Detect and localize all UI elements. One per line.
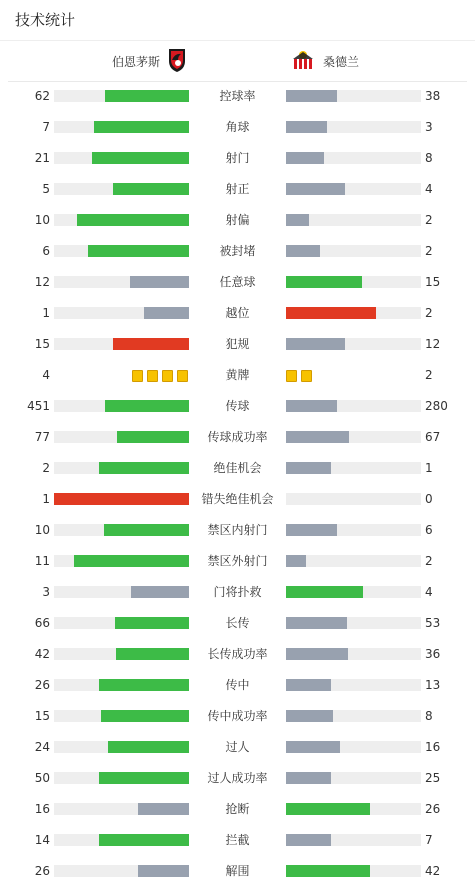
home-value: 14	[34, 833, 50, 847]
stat-row	[0, 515, 475, 546]
home-bar-fill	[138, 865, 189, 877]
home-bar-track	[54, 338, 189, 350]
stat-label: 被封堵	[219, 244, 256, 258]
away-value: 2	[425, 213, 433, 227]
title-divider	[0, 40, 475, 41]
stat-label: 绝佳机会	[213, 461, 262, 475]
home-value: 15	[34, 709, 50, 723]
home-team[interactable]	[112, 46, 188, 76]
stat-row	[0, 298, 475, 329]
yellow-card-icon	[162, 370, 173, 382]
home-bar-fill	[104, 524, 189, 536]
yellow-card-icon	[301, 370, 312, 382]
home-bar-track	[54, 462, 189, 474]
home-value: 4	[42, 368, 50, 382]
stat-label: 禁区外射门	[207, 554, 268, 568]
stat-row	[0, 453, 475, 484]
stat-row	[0, 112, 475, 143]
stat-label: 角球	[225, 120, 250, 134]
home-bar-track	[54, 679, 189, 691]
away-value: 0	[425, 492, 433, 506]
home-value: 26	[34, 864, 50, 878]
away-bar-fill	[286, 431, 349, 443]
away-value: 8	[425, 151, 433, 165]
home-bar-fill	[138, 803, 189, 815]
away-bar-fill	[286, 245, 320, 257]
home-bar-track	[54, 648, 189, 660]
away-bar-track	[286, 524, 421, 536]
away-team-crest-icon	[291, 50, 315, 73]
stat-row	[0, 794, 475, 825]
stat-row	[0, 546, 475, 577]
home-value: 15	[34, 337, 50, 351]
stat-label: 射门	[225, 151, 250, 165]
away-bar-track	[286, 679, 421, 691]
stat-row	[0, 174, 475, 205]
home-bar-fill	[99, 772, 189, 784]
away-bar-track	[286, 865, 421, 877]
home-bar-track	[54, 555, 189, 567]
stat-row	[0, 608, 475, 639]
home-bar-fill	[74, 555, 189, 567]
away-value: 7	[425, 833, 433, 847]
away-bar-fill	[286, 834, 331, 846]
home-bar-track	[54, 183, 189, 195]
home-bar-fill	[99, 834, 189, 846]
stat-row	[0, 825, 475, 856]
away-bar-fill	[286, 710, 333, 722]
stat-label: 解围	[225, 864, 250, 878]
home-bar-track	[54, 803, 189, 815]
home-value: 451	[27, 399, 50, 413]
away-value: 2	[425, 306, 433, 320]
away-bar-track	[286, 648, 421, 660]
away-team[interactable]	[291, 46, 359, 76]
stat-label: 传球成功率	[207, 430, 268, 444]
stat-label: 错失绝佳机会	[201, 492, 274, 506]
away-value: 4	[425, 182, 433, 196]
away-value: 53	[425, 616, 441, 630]
away-bar-track	[286, 555, 421, 567]
home-value: 42	[34, 647, 50, 661]
away-value: 42	[425, 864, 441, 878]
stat-row	[0, 670, 475, 701]
away-bar-fill	[286, 555, 306, 567]
home-bar-fill	[113, 183, 189, 195]
stat-label: 长传成功率	[207, 647, 268, 661]
away-bar-track	[286, 276, 421, 288]
away-value: 2	[425, 554, 433, 568]
away-bar-fill	[286, 679, 331, 691]
stat-label: 传中成功率	[207, 709, 268, 723]
away-bar-fill	[286, 617, 347, 629]
away-bar-fill	[286, 276, 362, 288]
away-bar-track	[286, 493, 421, 505]
home-bar-track	[54, 772, 189, 784]
away-value: 16	[425, 740, 441, 754]
stat-label: 长传	[225, 616, 250, 630]
home-value: 50	[34, 771, 50, 785]
home-value: 66	[34, 616, 50, 630]
stat-label: 禁区内射门	[207, 523, 268, 537]
home-bar-track	[54, 121, 189, 133]
home-bar-track	[54, 431, 189, 443]
away-value: 280	[425, 399, 448, 413]
away-bar-track	[286, 307, 421, 319]
stat-row	[0, 391, 475, 422]
home-value: 1	[42, 306, 50, 320]
stat-label: 传球	[225, 399, 250, 413]
home-bar-track	[54, 214, 189, 226]
away-team-name: 桑德兰	[323, 54, 360, 69]
away-value: 38	[425, 89, 441, 103]
stat-row	[0, 701, 475, 732]
away-value: 12	[425, 337, 441, 351]
away-bar-track	[286, 803, 421, 815]
stat-label: 抢断	[225, 802, 250, 816]
home-value: 26	[34, 678, 50, 692]
away-bar-track	[286, 586, 421, 598]
home-bar-track	[54, 245, 189, 257]
home-bar-fill	[144, 307, 189, 319]
stat-row	[0, 484, 475, 515]
away-bar-fill	[286, 803, 370, 815]
home-bar-track	[54, 741, 189, 753]
home-bar-fill	[99, 462, 189, 474]
away-bar-fill	[286, 772, 331, 784]
home-bar-track	[54, 90, 189, 102]
home-bar-fill	[77, 214, 189, 226]
stat-label: 传中	[225, 678, 250, 692]
stat-row	[0, 236, 475, 267]
stat-row	[0, 422, 475, 453]
away-bar-fill	[286, 648, 348, 660]
home-value: 21	[34, 151, 50, 165]
stat-label: 射正	[225, 182, 250, 196]
home-team-name: 伯恩茅斯	[111, 54, 160, 69]
away-bar-fill	[286, 214, 309, 226]
home-bar-fill	[88, 245, 189, 257]
home-value: 6	[42, 244, 50, 258]
away-bar-fill	[286, 400, 337, 412]
stat-row	[0, 732, 475, 763]
home-bar-fill	[115, 617, 189, 629]
yellow-card-icon	[132, 370, 143, 382]
home-bar-fill	[117, 431, 189, 443]
home-bar-track	[54, 400, 189, 412]
stat-label: 拦截	[225, 833, 250, 847]
away-bar-track	[286, 617, 421, 629]
team-header	[0, 46, 475, 76]
home-bar-track	[54, 710, 189, 722]
away-bar-track	[286, 431, 421, 443]
stat-label: 过人成功率	[207, 771, 268, 785]
home-bar-track	[54, 276, 189, 288]
stat-row	[0, 267, 475, 298]
away-bar-track	[286, 183, 421, 195]
away-value: 8	[425, 709, 433, 723]
stat-row	[0, 360, 475, 391]
stat-row	[0, 329, 475, 360]
away-value: 15	[425, 275, 441, 289]
home-value: 24	[34, 740, 50, 754]
home-value: 10	[34, 523, 50, 537]
stat-label: 任意球	[219, 275, 256, 289]
away-bar-fill	[286, 462, 331, 474]
home-value: 16	[34, 802, 50, 816]
away-bar-fill	[286, 152, 324, 164]
home-bar-track	[54, 307, 189, 319]
away-value: 2	[425, 244, 433, 258]
home-bar-track	[54, 493, 189, 505]
away-bar-track	[286, 152, 421, 164]
home-value: 1	[42, 492, 50, 506]
home-bar-track	[54, 617, 189, 629]
away-bar-track	[286, 338, 421, 350]
away-bar-track	[286, 214, 421, 226]
home-value: 77	[34, 430, 50, 444]
away-bar-track	[286, 90, 421, 102]
away-value: 36	[425, 647, 441, 661]
stat-row	[0, 856, 475, 887]
away-bar-track	[286, 400, 421, 412]
stat-row	[0, 639, 475, 670]
away-bar-track	[286, 772, 421, 784]
home-bar-track	[54, 586, 189, 598]
home-bar-fill	[116, 648, 189, 660]
home-bar-fill	[99, 679, 189, 691]
home-bar-track	[54, 865, 189, 877]
home-bar-fill	[113, 338, 189, 350]
away-value: 3	[425, 120, 433, 134]
home-bar-fill	[105, 400, 189, 412]
away-value: 13	[425, 678, 441, 692]
stat-row	[0, 205, 475, 236]
away-value: 2	[425, 368, 433, 382]
away-bar-track	[286, 245, 421, 257]
away-bar-fill	[286, 90, 337, 102]
yellow-card-icon	[286, 370, 297, 382]
home-bar-fill	[92, 152, 189, 164]
away-value: 26	[425, 802, 441, 816]
home-value: 2	[42, 461, 50, 475]
away-bar-fill	[286, 586, 363, 598]
away-value: 1	[425, 461, 433, 475]
away-bar-track	[286, 834, 421, 846]
home-yellow-cards	[128, 360, 188, 391]
stat-row	[0, 143, 475, 174]
away-bar-fill	[286, 121, 327, 133]
away-bar-track	[286, 462, 421, 474]
home-bar-fill	[101, 710, 189, 722]
home-bar-track	[54, 834, 189, 846]
away-bar-track	[286, 710, 421, 722]
home-bar-fill	[105, 90, 189, 102]
away-bar-fill	[286, 741, 340, 753]
home-bar-fill	[130, 276, 189, 288]
stat-row	[0, 577, 475, 608]
home-team-crest-icon	[166, 47, 188, 76]
away-value: 6	[425, 523, 433, 537]
away-bar-fill	[286, 524, 337, 536]
home-bar-fill	[54, 493, 189, 505]
home-bar-fill	[131, 586, 189, 598]
away-bar-fill	[286, 183, 345, 195]
away-bar-track	[286, 741, 421, 753]
home-value: 12	[34, 275, 50, 289]
away-bar-track	[286, 121, 421, 133]
away-bar-fill	[286, 865, 370, 877]
stat-label: 控球率	[219, 89, 256, 103]
yellow-card-icon	[177, 370, 188, 382]
away-bar-fill	[286, 338, 345, 350]
away-value: 67	[425, 430, 441, 444]
home-value: 5	[42, 182, 50, 196]
home-bar-fill	[108, 741, 189, 753]
stat-label: 黄牌	[225, 368, 250, 382]
stat-label: 门将扑救	[213, 585, 262, 599]
stat-label: 过人	[225, 740, 250, 754]
stat-label: 射偏	[225, 213, 250, 227]
home-value: 10	[34, 213, 50, 227]
away-value: 4	[425, 585, 433, 599]
home-value: 3	[42, 585, 50, 599]
away-bar-fill	[286, 307, 376, 319]
home-value: 62	[34, 89, 50, 103]
home-value: 7	[42, 120, 50, 134]
home-value: 11	[34, 554, 50, 568]
home-bar-track	[54, 524, 189, 536]
page-title: 技术统计	[15, 11, 76, 29]
stat-row	[0, 763, 475, 794]
home-bar-fill	[94, 121, 189, 133]
home-bar-track	[54, 152, 189, 164]
stat-row	[0, 81, 475, 112]
yellow-card-icon	[147, 370, 158, 382]
stat-label: 越位	[225, 306, 250, 320]
away-value: 25	[425, 771, 441, 785]
away-yellow-cards	[286, 360, 316, 391]
stat-label: 犯规	[225, 337, 250, 351]
